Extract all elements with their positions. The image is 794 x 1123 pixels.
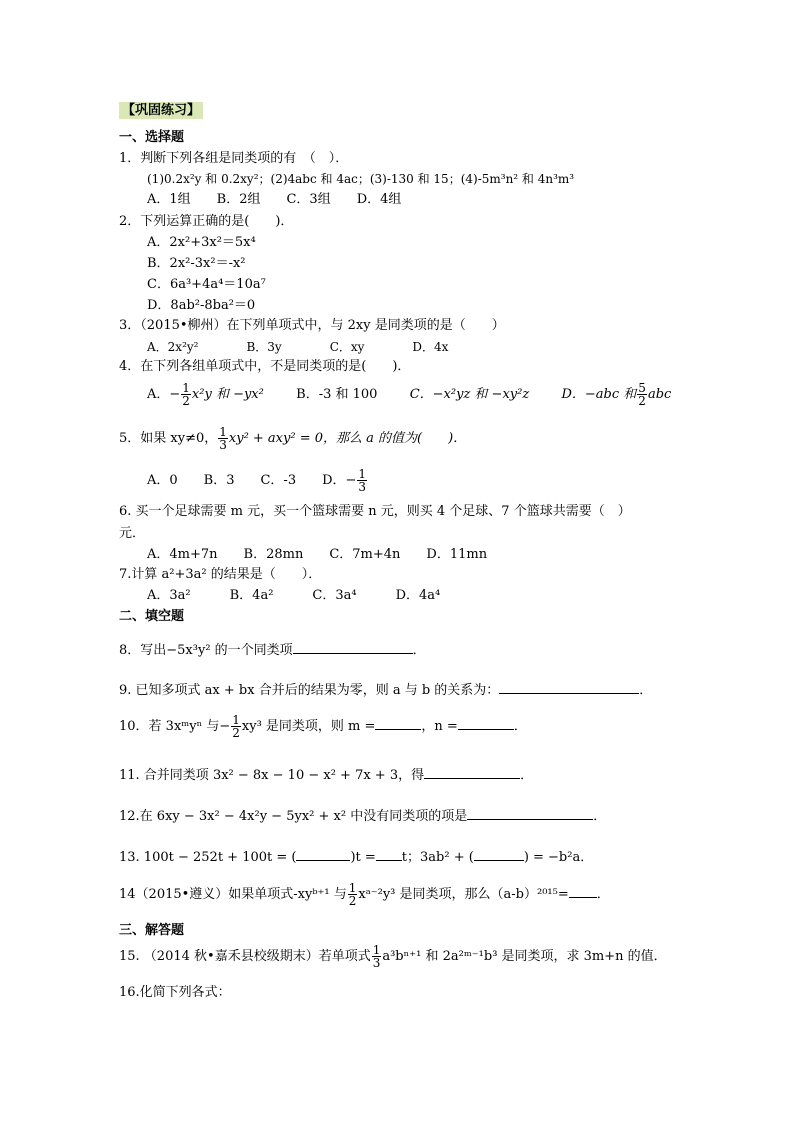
q4-stem: 4．在下列各组单项式中，不是同类项的是( )． — [119, 359, 411, 374]
q5-equation: xy² + axy² = 0，那么 a 的值为( )． — [228, 431, 467, 446]
denominator: 3 — [358, 480, 367, 494]
q9 — [119, 680, 652, 700]
q2-option-a: A．2x²+3x²＝5x⁴ — [147, 235, 256, 250]
q15 — [119, 942, 667, 972]
q5-prefix: 5．如果 xy≠0， — [119, 431, 218, 446]
q10-prefix: 10．若 3xᵐyⁿ 与− — [119, 719, 231, 734]
q15-text: a³bⁿ⁺¹ 和 2a²ᵐ⁻¹b³ 是同类项，求 3m+n 的值． — [382, 949, 667, 964]
q13-part1: 13. 100t − 252t + 100t = ( — [119, 850, 297, 865]
q9-answer-blank[interactable] — [499, 680, 639, 694]
section-header — [119, 102, 203, 120]
numerator: 1 — [372, 943, 381, 957]
q13 — [119, 847, 593, 867]
q5-stem — [119, 424, 466, 454]
numerator: 5 — [638, 381, 646, 395]
q3-stem: 3．（2015•柳州）在下列单项式中，与 2xy 是同类项的是（ ） — [119, 318, 505, 333]
section-answer-heading: 三、解答题 — [119, 923, 185, 938]
q10-fraction — [231, 714, 241, 739]
q6-options: A．4m+7n B．28mn C．7m+4n D．11mn — [147, 547, 488, 562]
numerator: 1 — [348, 881, 357, 895]
q5-options-text: A．0 B．3 C．-3 D．− — [147, 473, 357, 488]
q11 — [119, 765, 533, 785]
numerator: 1 — [358, 467, 367, 481]
q13-blank-1[interactable] — [296, 847, 350, 861]
exercise-title-tag: 【巩固练习】 — [119, 102, 203, 119]
q14-prefix: 14（2015•遵义）如果单项式-xyᵇ⁺¹ 与 — [119, 887, 347, 902]
q14 — [119, 880, 610, 910]
q1-groups: (1)0.2x²y 和 0.2xy²；(2)4abc 和 4ac；(3)-130 和 15；(4)-5m³n² 和 4n³m³ — [147, 172, 575, 186]
q5-option-fraction — [357, 468, 367, 493]
q8-text: 8．写出−5x³y² 的一个同类项 — [119, 643, 293, 658]
section-choice-heading: 一、选择题 — [119, 130, 185, 145]
q12-end: ． — [593, 809, 607, 824]
q6-stem: 6. 买一个足球需要 m 元，买一个篮球需要 n 元，则买 4 个足球、7 个篮球共需要（ ） — [119, 504, 631, 519]
q8-end: ． — [412, 643, 426, 658]
q3-options: A．2x²y² B．3y C．xy D．4x — [147, 340, 449, 354]
q11-text: 11. 合并同类项 3x² − 8x − 10 − x² + 7x + 3，得 — [119, 768, 425, 783]
q4-option-b: B．-3 和 100 — [296, 387, 378, 402]
q13-blank-2[interactable] — [376, 847, 402, 861]
q10-end: ． — [513, 719, 527, 734]
denominator: 2 — [638, 394, 646, 408]
denominator: 2 — [182, 394, 190, 408]
q4-d-expr: abc — [647, 387, 672, 402]
q6-stem-cont: 元． — [119, 526, 146, 541]
q10-n-blank[interactable] — [458, 716, 514, 730]
denominator: 2 — [348, 894, 357, 908]
q4-a-fraction — [181, 382, 191, 407]
q4-a-expr: x²y 和 −yx² — [191, 387, 264, 402]
q13-blank-3[interactable] — [474, 847, 524, 861]
q14-fraction — [348, 882, 358, 907]
q13-part3: t；3ab² + ( — [401, 850, 474, 865]
q13-part4: ) = −b²a． — [523, 850, 594, 865]
q12 — [119, 806, 606, 826]
q7-stem: 7.计算 a²+3a² 的结果是（ ）． — [119, 567, 322, 582]
q2-stem: 2．下列运算正确的是( )． — [119, 214, 294, 229]
q13-part2: )t = — [350, 850, 376, 865]
q12-answer-blank[interactable] — [467, 806, 593, 820]
q14-answer-blank[interactable] — [569, 884, 597, 898]
q4-d-fraction — [637, 382, 647, 407]
q14-text: xᵃ⁻²y³ 是同类项，那么（a-b）²⁰¹⁵= — [358, 887, 569, 902]
numerator: 1 — [232, 713, 240, 727]
q9-text: 9. 已知多项式 ax + bx 合并后的结果为零，则 a 与 b 的关系为： — [119, 683, 500, 698]
q4-d-prefix: D．−abc 和 — [561, 387, 637, 402]
q15-prefix: 15. （2014 秋•嘉禾县校级期末）若单项式 — [119, 949, 371, 964]
q12-text: 12.在 6xy − 3x² − 4x²y − 5yx² + x² 中没有同类项的项是 — [119, 809, 468, 824]
q4-option-c: C．−x²yz 和 −xy²z — [409, 387, 530, 402]
q16: 16.化简下列各式： — [119, 985, 231, 1000]
denominator: 3 — [219, 438, 227, 452]
q11-end: ． — [520, 768, 534, 783]
numerator: 1 — [219, 425, 227, 439]
q1-stem: 1．判断下列各组是同类项的有 （ ）． — [119, 151, 349, 166]
q7-options: A．3a² B．4a² C．3a⁴ D．4a⁴ — [147, 588, 441, 603]
denominator: 2 — [232, 726, 240, 740]
q2-option-c: C．6a³+4a⁴＝10a⁷ — [147, 277, 266, 292]
q8 — [119, 640, 426, 660]
q11-answer-blank[interactable] — [424, 765, 520, 779]
q4-a-prefix: A．− — [147, 387, 181, 402]
numerator: 1 — [182, 381, 190, 395]
q9-end: ． — [639, 683, 653, 698]
q10-m-blank[interactable] — [375, 716, 421, 730]
q15-fraction — [372, 944, 382, 969]
q2-option-d: D．8ab²-8ba²＝0 — [147, 298, 256, 313]
q2-option-b: B．2x²-3x²＝-x² — [147, 256, 246, 271]
q1-options: A．1组 B．2组 C．3组 D．4组 — [147, 192, 402, 207]
q5-options — [147, 466, 368, 496]
q5-fraction — [218, 426, 228, 451]
q14-end: ． — [596, 887, 610, 902]
q10 — [119, 712, 527, 742]
q8-answer-blank[interactable] — [293, 640, 413, 654]
section-fill-heading: 二、填空题 — [119, 609, 185, 624]
q10-mid: xy³ 是同类项，则 m = — [241, 719, 376, 734]
denominator: 3 — [372, 956, 381, 970]
q10-mid2: ，n = — [421, 719, 458, 734]
q4-options — [147, 380, 671, 410]
